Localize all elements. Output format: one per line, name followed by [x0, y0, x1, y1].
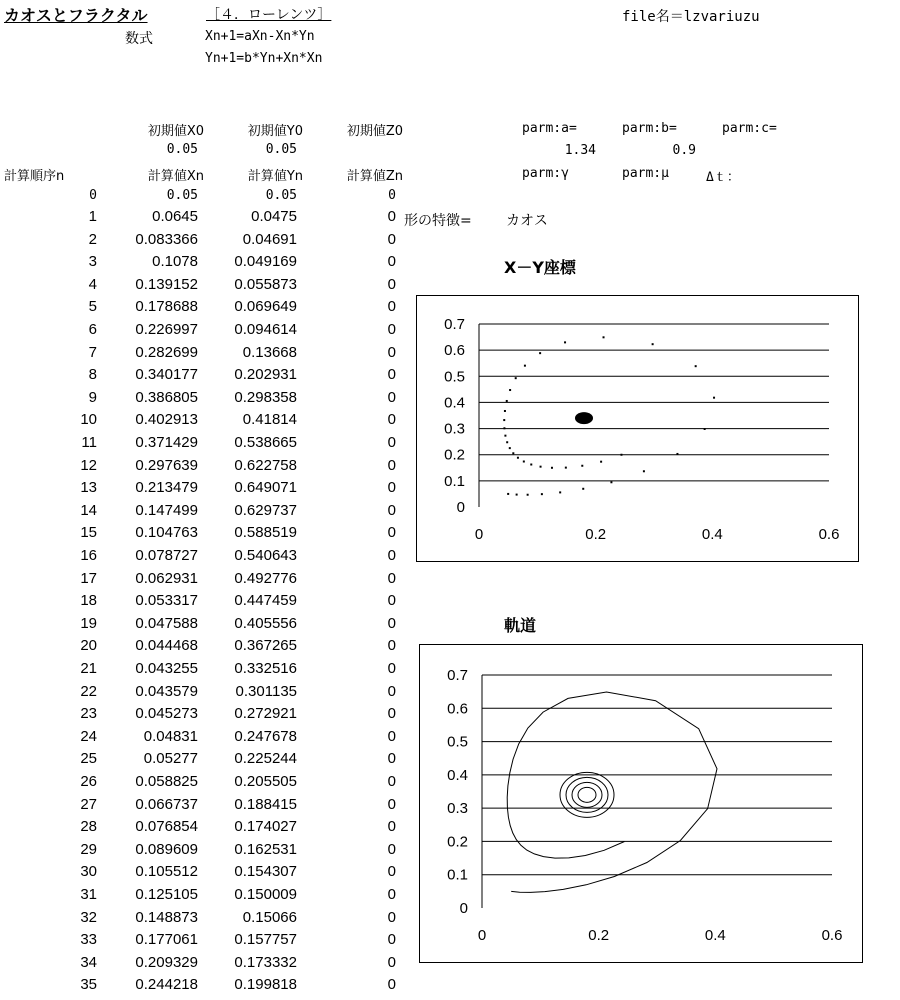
data-point	[600, 461, 602, 463]
table-cell-y: 0.13668	[242, 344, 297, 361]
formula-x: Xn+1=aXn-Xn*Yn	[205, 29, 315, 44]
table-cell-x: 0.04831	[143, 728, 198, 745]
table-cell-z: 0	[387, 886, 396, 903]
table-cell-z: 0	[387, 818, 396, 835]
table-cell-z: 0	[387, 592, 396, 609]
table-cell-x: 0.147499	[135, 502, 198, 519]
table-cell-n: 17	[80, 570, 97, 587]
table-cell-y: 0.199818	[234, 976, 297, 993]
data-point	[652, 343, 654, 345]
table-cell-n: 25	[80, 750, 97, 767]
table-cell-x: 0.244218	[135, 976, 198, 993]
table-cell-n: 31	[80, 886, 97, 903]
table-cell-x: 0.058825	[135, 773, 198, 790]
table-cell-n: 4	[88, 276, 97, 293]
table-cell-z: 0	[387, 253, 396, 270]
data-point	[713, 397, 715, 399]
table-cell-n: 32	[80, 909, 97, 926]
y-tick-label: 0	[456, 499, 465, 516]
data-point	[540, 466, 542, 468]
table-cell-x: 0.047588	[135, 615, 198, 632]
table-cell-x: 0.083366	[135, 231, 198, 248]
table-cell-x: 0.05277	[143, 750, 198, 767]
table-cell-x: 0.1078	[152, 253, 198, 270]
x-tick-label: 0	[477, 927, 487, 944]
table-cell-x: 0.148873	[135, 909, 198, 926]
table-cell-x: 0.062931	[135, 570, 198, 587]
table-cell-y: 0.41814	[242, 411, 297, 428]
y-tick-label: 0.3	[444, 420, 465, 438]
y-tick-label: 0.6	[444, 342, 465, 360]
data-point	[524, 365, 526, 367]
table-cell-z: 0	[387, 954, 396, 971]
table-cell-z: 0	[387, 321, 396, 338]
x-tick-label: 0.2	[588, 927, 610, 944]
init-y0-value: 0.05	[265, 142, 297, 157]
table-cell-z: 0	[387, 524, 396, 541]
table-cell-x: 0.209329	[135, 954, 198, 971]
table-cell-y: 0.154307	[234, 863, 297, 880]
table-cell-z: 0	[387, 683, 396, 700]
table-cell-y: 0.094614	[234, 321, 297, 338]
table-cell-z: 0	[387, 863, 396, 880]
col-header-y: 計算値Yn	[247, 169, 303, 184]
data-point	[643, 470, 645, 472]
x-tick-label: 0.2	[585, 526, 607, 543]
data-point	[512, 452, 514, 454]
init-y0-label: 初期値Y0	[247, 124, 303, 139]
data-point	[564, 341, 566, 343]
data-point	[565, 467, 567, 469]
table-cell-n: 7	[88, 344, 97, 361]
table-cell-z: 0	[387, 547, 396, 564]
table-cell-n: 6	[88, 321, 97, 338]
table-cell-z: 0	[387, 931, 396, 948]
y-tick-label: 0.4	[447, 766, 468, 784]
table-cell-z: 0	[387, 570, 396, 587]
table-cell-n: 1	[88, 208, 97, 225]
table-cell-x: 0.044468	[135, 637, 198, 654]
table-cell-z: 0	[387, 728, 396, 745]
table-cell-y: 0.157757	[234, 931, 297, 948]
orbit-spiral-ring	[560, 772, 614, 817]
table-cell-y: 0.272921	[234, 705, 297, 722]
table-cell-y: 0.188415	[234, 796, 297, 813]
table-cell-x: 0.053317	[135, 592, 198, 609]
data-point	[704, 428, 706, 430]
table-cell-x: 0.045273	[135, 705, 198, 722]
table-cell-y: 0.162531	[234, 841, 297, 858]
data-point	[620, 454, 622, 456]
section-title: ［４．ローレンツ］	[206, 7, 332, 23]
table-cell-z: 0	[387, 344, 396, 361]
table-cell-y: 0.622758	[234, 457, 297, 474]
y-tick-label: 0.6	[447, 700, 468, 718]
orbit-spiral-ring	[572, 782, 602, 807]
table-cell-x: 0.078727	[135, 547, 198, 564]
table-cell-n: 29	[80, 841, 97, 858]
y-tick-label: 0.3	[447, 800, 468, 818]
data-point	[509, 447, 511, 449]
table-cell-n: 14	[80, 502, 97, 519]
table-cell-n: 16	[80, 547, 97, 564]
data-point	[530, 464, 532, 466]
table-cell-n: 22	[80, 683, 97, 700]
feature-label: 形の特徴=	[404, 213, 472, 229]
y-tick-label: 0.1	[447, 866, 468, 884]
table-cell-z: 0	[387, 298, 396, 315]
orbit-spiral-ring	[578, 787, 596, 802]
table-cell-z: 0	[387, 276, 396, 293]
page-title: カオスとフラクタル	[4, 6, 148, 25]
table-cell-x: 0.043255	[135, 660, 198, 677]
table-cell-x: 0.177061	[135, 931, 198, 948]
y-tick-label: 0.2	[447, 833, 468, 851]
table-cell-x: 0.297639	[135, 457, 198, 474]
data-point	[695, 365, 697, 367]
data-point	[506, 441, 508, 443]
table-cell-y: 0.04691	[242, 231, 297, 248]
table-cell-y: 0.405556	[234, 615, 297, 632]
table-cell-z: 0	[387, 909, 396, 926]
table-cell-x: 0.226997	[135, 321, 198, 338]
chart-orbit	[419, 644, 863, 963]
data-point	[581, 465, 583, 467]
table-cell-z: 0	[387, 434, 396, 451]
data-point	[527, 494, 529, 496]
col-header-z: 計算値Zn	[346, 169, 403, 184]
feature-value: カオス	[506, 213, 548, 229]
table-cell-y: 0.0475	[251, 208, 297, 225]
data-point	[516, 494, 518, 496]
table-cell-y: 0.649071	[234, 479, 297, 496]
table-cell-z: 0	[387, 705, 396, 722]
data-point	[504, 410, 506, 412]
table-cell-z: 0	[387, 637, 396, 654]
param-dt-label: Δｔ：	[706, 170, 740, 185]
table-cell-x: 0.104763	[135, 524, 198, 541]
table-cell-n: 20	[80, 637, 97, 654]
table-cell-y: 0.205505	[234, 773, 297, 790]
data-point	[503, 427, 505, 429]
table-cell-z: 0	[387, 389, 396, 406]
table-cell-y: 0.332516	[234, 660, 297, 677]
table-cell-n: 15	[80, 524, 97, 541]
table-cell-z: 0	[387, 411, 396, 428]
data-point	[503, 419, 505, 421]
table-cell-y: 0.173332	[234, 954, 297, 971]
chart-orbit-title: 軌道	[504, 616, 537, 635]
table-cell-y: 0.069649	[234, 298, 297, 315]
table-cell-x: 0.125105	[135, 886, 198, 903]
y-tick-label: 0.5	[447, 733, 468, 751]
table-cell-n: 3	[88, 253, 97, 270]
init-z0-label: 初期値Z0	[346, 124, 403, 139]
table-cell-z: 0	[387, 773, 396, 790]
table-cell-z: 0	[387, 841, 396, 858]
table-cell-y: 0.540643	[234, 547, 297, 564]
table-cell-n: 23	[80, 705, 97, 722]
y-tick-label: 0.4	[444, 394, 465, 412]
chart-xy	[416, 295, 859, 562]
table-cell-n: 30	[80, 863, 97, 880]
y-tick-label: 0.1	[444, 472, 465, 490]
param-c-label: parm:c=	[722, 121, 777, 136]
param-gamma-label: parm:γ	[522, 166, 569, 181]
table-cell-z: 0	[387, 479, 396, 496]
table-cell-y: 0.049169	[234, 253, 297, 270]
table-cell-z: 0	[387, 457, 396, 474]
table-row-0-y: 0.05	[265, 188, 297, 203]
init-x0-label: 初期値X0	[147, 124, 204, 139]
table-cell-x: 0.402913	[135, 411, 198, 428]
y-tick-label: 0.2	[444, 446, 465, 464]
data-point	[523, 461, 525, 463]
orbit-line	[507, 692, 717, 892]
table-cell-n: 10	[80, 411, 97, 428]
table-cell-y: 0.247678	[234, 728, 297, 745]
table-cell-y: 0.150009	[234, 886, 297, 903]
table-cell-n: 33	[80, 931, 97, 948]
table-cell-x: 0.076854	[135, 818, 198, 835]
table-cell-x: 0.0645	[152, 208, 198, 225]
table-cell-y: 0.367265	[234, 637, 297, 654]
data-point	[504, 435, 506, 437]
param-a-label: parm:a=	[522, 121, 577, 136]
table-cell-n: 12	[80, 457, 97, 474]
x-tick-label: 0.4	[704, 927, 726, 944]
x-tick-label: 0.6	[821, 927, 843, 944]
chart-xy-title: X－Y座標	[504, 258, 576, 277]
data-point	[559, 491, 561, 493]
data-point	[507, 493, 509, 495]
table-cell-x: 0.213479	[135, 479, 198, 496]
y-tick-label: 0	[459, 900, 468, 917]
table-cell-z: 0	[387, 615, 396, 632]
param-b-label: parm:b=	[622, 121, 677, 136]
data-point	[539, 352, 541, 354]
data-point	[541, 493, 543, 495]
param-mu-label: parm:μ	[622, 166, 669, 181]
data-point	[582, 488, 584, 490]
formula-y: Yn+1=b*Yn+Xn*Xn	[205, 51, 323, 66]
data-point	[676, 453, 678, 455]
table-cell-y: 0.298358	[234, 389, 297, 406]
table-cell-n: 35	[80, 976, 97, 993]
table-cell-x: 0.066737	[135, 796, 198, 813]
y-tick-label: 0.5	[444, 368, 465, 386]
table-cell-y: 0.538665	[234, 434, 297, 451]
data-point	[603, 336, 605, 338]
table-cell-z: 0	[387, 208, 396, 225]
table-row-0-z: 0	[388, 188, 396, 203]
table-cell-n: 18	[80, 592, 97, 609]
param-b-value: 0.9	[672, 143, 696, 158]
table-cell-n: 19	[80, 615, 97, 632]
table-cell-x: 0.282699	[135, 344, 198, 361]
table-cell-n: 9	[88, 389, 97, 406]
table-cell-z: 0	[387, 366, 396, 383]
data-point	[610, 481, 612, 483]
table-cell-n: 26	[80, 773, 97, 790]
table-cell-y: 0.055873	[234, 276, 297, 293]
table-cell-y: 0.15066	[242, 909, 297, 926]
table-cell-y: 0.447459	[234, 592, 297, 609]
table-cell-n: 5	[88, 298, 97, 315]
x-tick-label: 0.6	[818, 526, 840, 543]
param-a-value: 1.34	[564, 143, 596, 158]
table-cell-x: 0.105512	[135, 863, 198, 880]
table-cell-z: 0	[387, 231, 396, 248]
table-cell-n: 28	[80, 818, 97, 835]
formula-label: 数式	[125, 31, 153, 47]
data-point	[551, 467, 553, 469]
col-header-n: 計算順序n	[4, 169, 65, 184]
table-cell-n: 27	[80, 796, 97, 813]
table-cell-n: 13	[80, 479, 97, 496]
attractor-point	[575, 412, 593, 424]
init-x0-value: 0.05	[166, 142, 198, 157]
data-point	[506, 400, 508, 402]
y-tick-label: 0.7	[447, 667, 468, 684]
table-cell-y: 0.174027	[234, 818, 297, 835]
table-cell-x: 0.139152	[135, 276, 198, 293]
table-row-0-n: 0	[89, 188, 97, 203]
data-point	[515, 377, 517, 379]
table-cell-z: 0	[387, 976, 396, 993]
file-name-label: file名＝lzvariuzu	[622, 9, 760, 25]
table-cell-y: 0.202931	[234, 366, 297, 383]
data-point	[509, 389, 511, 391]
table-cell-n: 21	[80, 660, 97, 677]
table-cell-y: 0.492776	[234, 570, 297, 587]
table-cell-y: 0.225244	[234, 750, 297, 767]
table-cell-z: 0	[387, 796, 396, 813]
table-cell-n: 34	[80, 954, 97, 971]
table-cell-x: 0.371429	[135, 434, 198, 451]
table-cell-y: 0.629737	[234, 502, 297, 519]
table-cell-z: 0	[387, 502, 396, 519]
table-cell-x: 0.340177	[135, 366, 198, 383]
table-cell-n: 11	[81, 434, 97, 451]
x-tick-label: 0.4	[701, 526, 723, 543]
data-point	[517, 457, 519, 459]
x-tick-label: 0	[474, 526, 484, 543]
table-cell-n: 24	[80, 728, 97, 745]
table-cell-x: 0.386805	[135, 389, 198, 406]
chart-xy-svg	[417, 296, 858, 561]
y-tick-label: 0.7	[444, 316, 465, 333]
table-cell-y: 0.301135	[235, 683, 297, 700]
table-row-0-x: 0.05	[166, 188, 198, 203]
col-header-x: 計算値Xn	[147, 169, 204, 184]
table-cell-x: 0.089609	[135, 841, 198, 858]
table-cell-n: 8	[88, 366, 97, 383]
table-cell-y: 0.588519	[234, 524, 297, 541]
table-cell-n: 2	[88, 231, 97, 248]
table-cell-z: 0	[387, 750, 396, 767]
table-cell-z: 0	[387, 660, 396, 677]
table-cell-x: 0.178688	[135, 298, 198, 315]
table-cell-x: 0.043579	[135, 683, 198, 700]
chart-orbit-svg	[420, 645, 862, 962]
